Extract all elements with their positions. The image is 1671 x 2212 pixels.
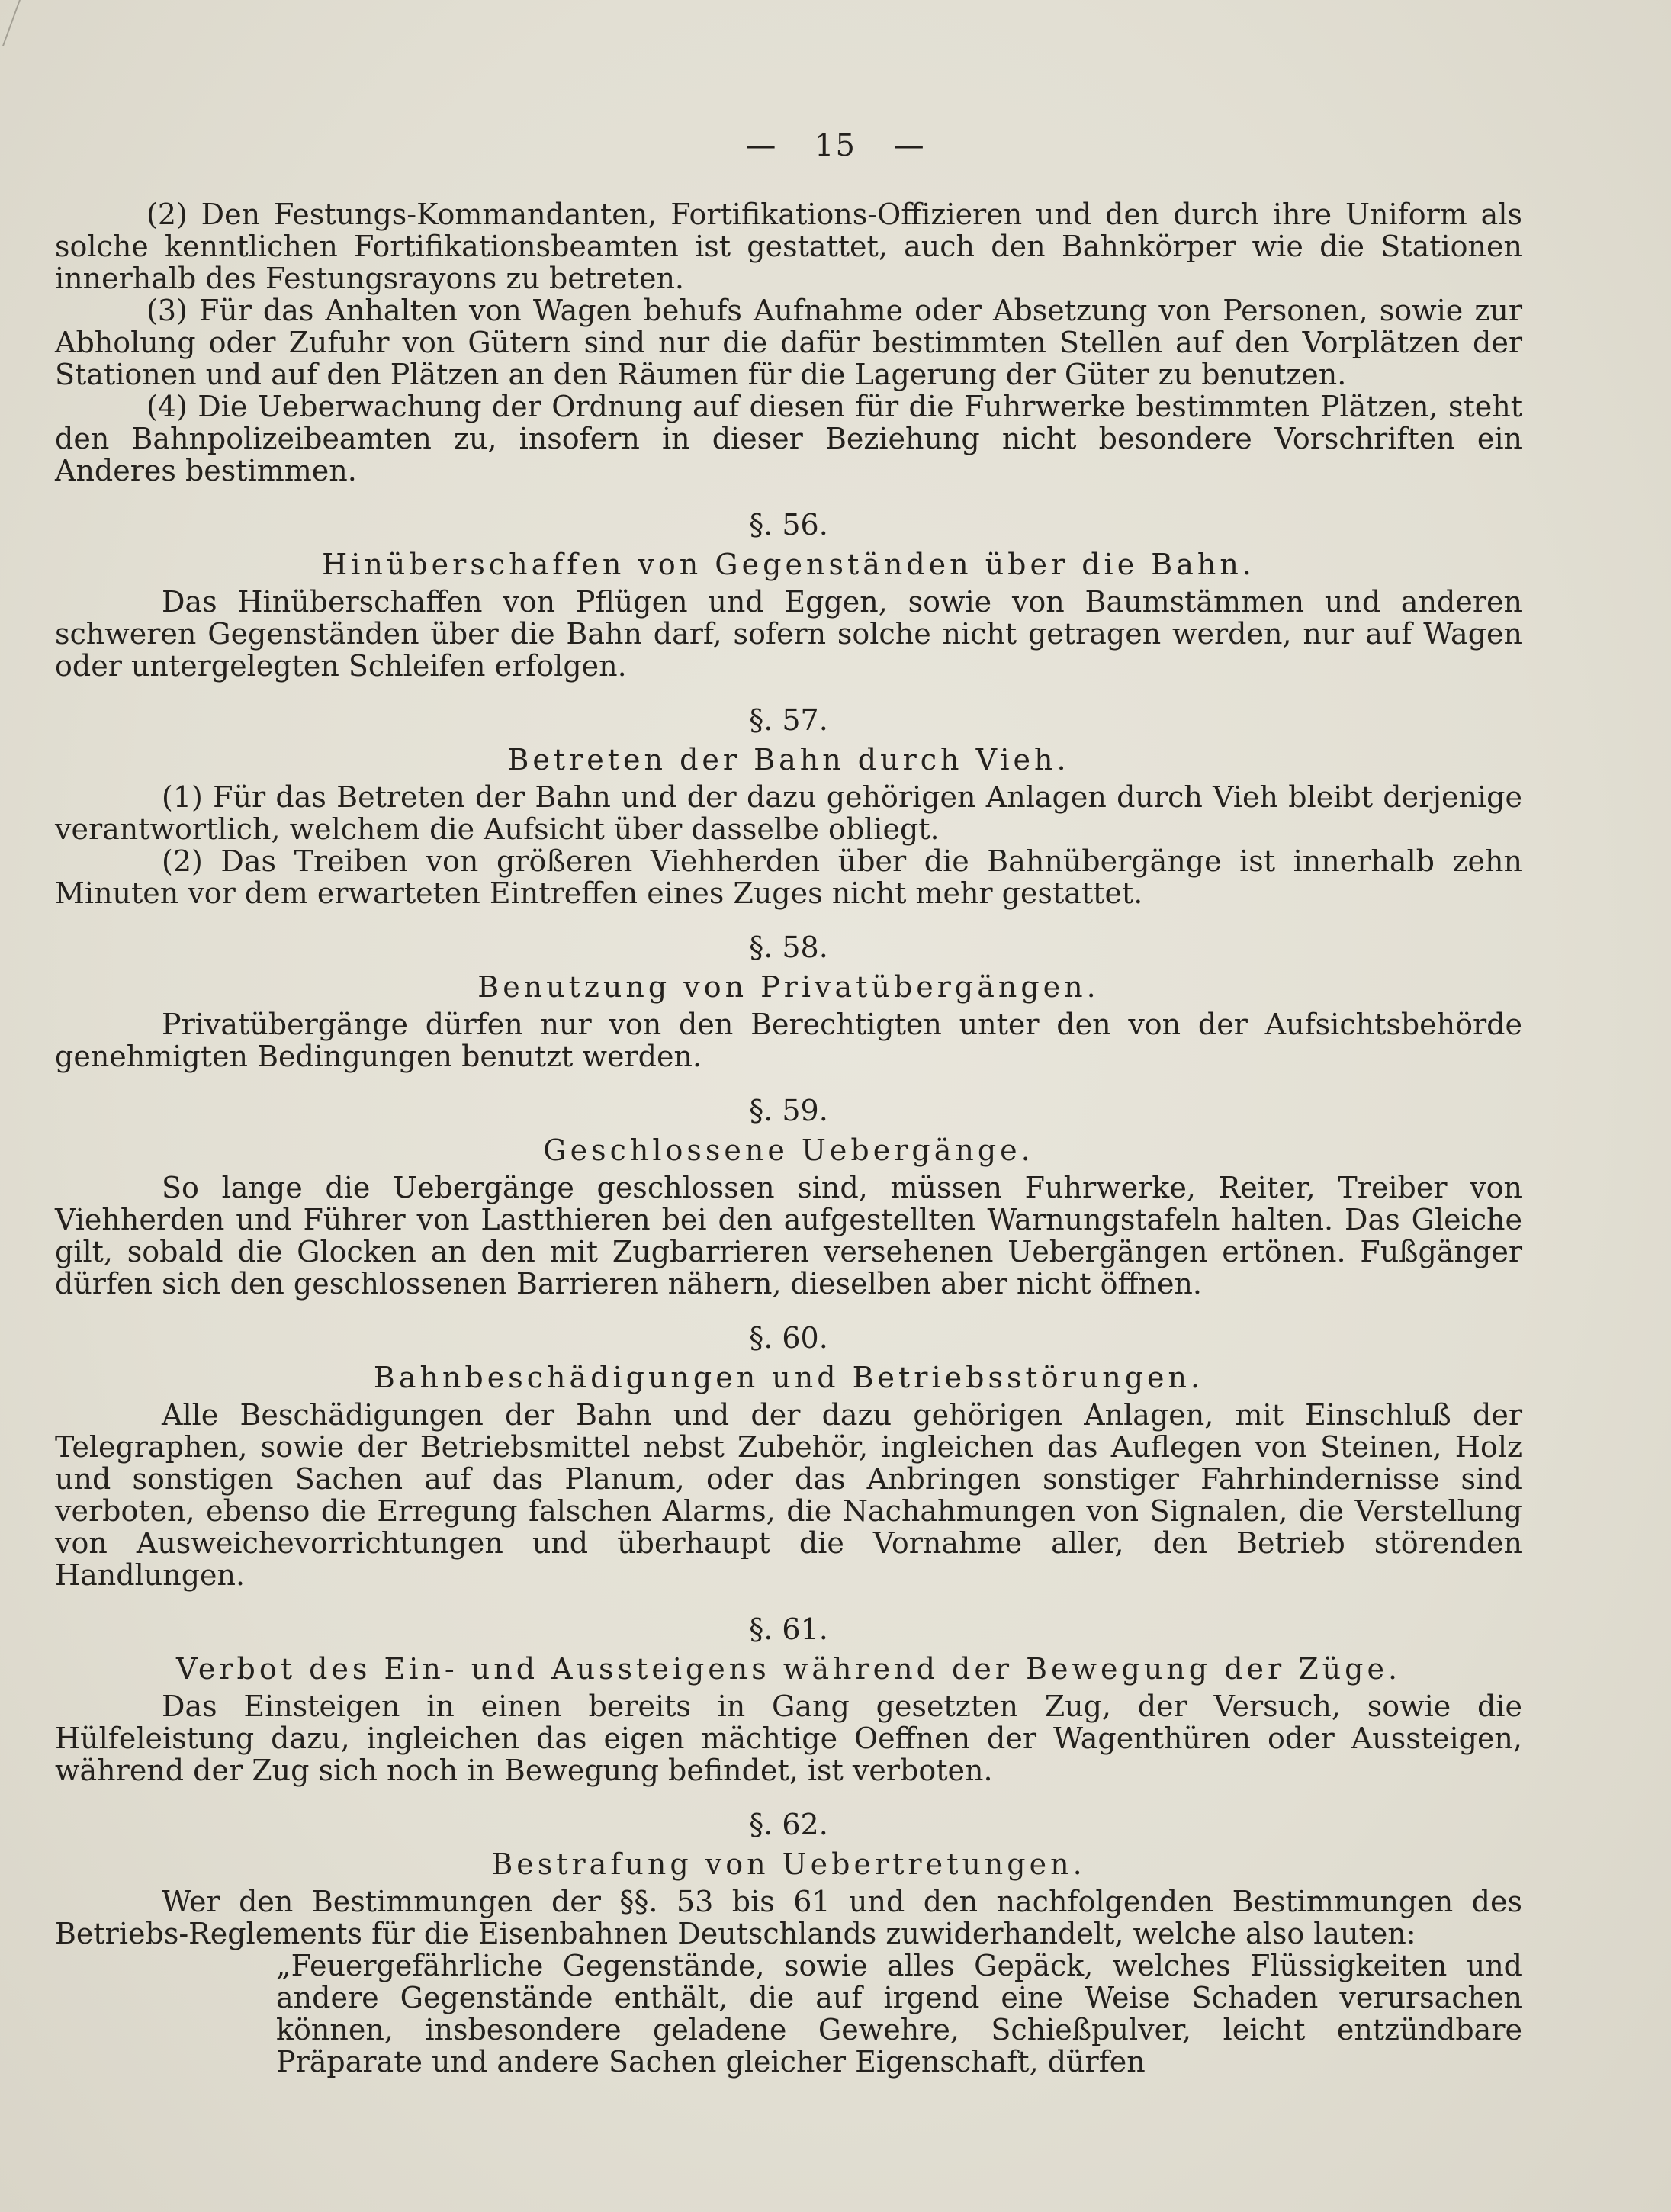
section-59-number: §. 59. xyxy=(749,1094,828,1127)
section-58-paragraph: Privatübergänge dürfen nur von den Berechtigten unter den von der Aufsichtsbehörde genehmigten Bedingungen benutzt werden. xyxy=(55,1008,1522,1073)
section-60-paragraph: Alle Beschädigungen der Bahn und der dazu gehörigen Anlagen, mit Einschluß der Telegraphen, sowie der Betriebsmittel nebst Zubehör, ingleichen das Auflegen von Steinen, Holz und sonstigen Sachen auf das Planum, oder das Anbringen sonstiger Fahrhindernisse sind verboten, ebenso die Erregung falschen Alarms, die Nachahmungen von Signalen, die Verstellung von Ausweichevorrichtungen und überhaupt die Vornahme aller, den Betrieb störenden Handlungen. xyxy=(55,1398,1522,1592)
section-57-paragraph-1: (1) Für das Betreten der Bahn und der dazu gehörigen Anlagen durch Vieh bleibt derjenige verantwortlich, welchem die Aufsicht über dasselbe obliegt. xyxy=(55,780,1522,846)
page-corner-mark xyxy=(0,0,21,46)
section-56-title: Hinüberschaffen von Gegenständen über die Bahn. xyxy=(322,548,1255,581)
section-62-title: Bestrafung von Uebertretungen. xyxy=(491,1847,1086,1881)
paragraph-55-3: (3) Für das Anhalten von Wagen behufs Aufnahme oder Absetzung von Personen, sowie zur Abholung oder Zufuhr von Gütern sind nur die dafür bestimmten Stellen auf den Vorplätzen der Stationen und auf den Plätzen an den Räumen für die Lagerung der Güter zu benutzen. xyxy=(55,294,1522,391)
section-62-paragraph: Wer den Bestimmungen der §§. 53 bis 61 und den nachfolgenden Bestimmungen des Betriebs-Reglements für die Eisenbahnen Deutschlands zuwiderhandelt, welche also lauten: xyxy=(55,1885,1522,1950)
section-59-title: Geschlossene Uebergänge. xyxy=(543,1133,1034,1167)
section-62-quote-block xyxy=(276,1950,1522,2078)
section-61-paragraph: Das Einsteigen in einen bereits in Gang gesetzten Zug, der Versuch, sowie die Hülfeleistung dazu, ingleichen das eigen mächtige Oeffnen der Wagenthüren oder Aussteigen, während der Zug sich noch in Bewegung befindet, ist verboten. xyxy=(55,1690,1522,1787)
section-60-title: Bahnbeschädigungen und Betriebsstörungen. xyxy=(373,1361,1204,1394)
page-number-dash-left: — xyxy=(745,128,778,163)
page-body xyxy=(55,122,1522,2078)
paragraph-55-4: (4) Die Ueberwachung der Ordnung auf diesen für die Fuhrwerke bestimmten Plätzen, steht den Bahnpolizeibeamten zu, insofern in dieser Beziehung nicht besondere Vorschriften ein Anderes bestimmen. xyxy=(55,390,1522,487)
section-59-paragraph: So lange die Uebergänge geschlossen sind, müssen Fuhrwerke, Reiter, Treiber von Viehherden und Führer von Lastthieren bei den aufgestellten Warnungstafeln halten. Das Gleiche gilt, sobald die Glocken an den mit Zugbarrieren versehenen Uebergängen ertönen. Fußgänger dürfen sich den geschlossenen Barrieren nähern, dieselben aber nicht öffnen. xyxy=(55,1171,1522,1301)
section-57-number: §. 57. xyxy=(749,703,828,737)
section-62-quote: „Feuergefährliche Gegenstände, sowie alles Gepäck, welches Flüssigkeiten und andere Gegenstände enthält, die auf irgend eine Weise Schaden verursachen können, insbesondere geladene Gewehre, Schießpulver, leicht entzündbare Präparate und andere Sachen gleicher Eigenschaft, dürfen xyxy=(276,1949,1522,2079)
section-57-paragraph-2: (2) Das Treiben von größeren Viehherden über die Bahnübergänge ist innerhalb zehn Minuten vor dem erwarteten Eintreffen eines Zuges nicht mehr gestattet. xyxy=(55,844,1522,910)
section-57-title: Betreten der Bahn durch Vieh. xyxy=(507,743,1070,776)
paragraph-55-2: (2) Den Festungs-Kommandanten, Fortifikations-Offizieren und den durch ihre Uniform als solche kenntlichen Fortifikationsbeamten ist gestattet, auch den Bahnkörper wie die Stationen innerhalb des Festungsrayons zu betreten. xyxy=(55,198,1522,295)
page-number-dash-right: — xyxy=(893,128,926,163)
section-56-number: §. 56. xyxy=(749,508,828,542)
section-61-title: Verbot des Ein- und Aussteigens während der Bewegung der Züge. xyxy=(175,1652,1402,1686)
page-number: 15 xyxy=(815,128,856,163)
section-56-paragraph: Das Hinüberschaffen von Pflügen und Eggen, sowie von Baumstämmen und anderen schweren Gegenständen über die Bahn darf, sofern solche nicht getragen werden, nur auf Wagen oder untergelegten Schleifen erfolgen. xyxy=(55,585,1522,683)
section-61-number: §. 61. xyxy=(749,1612,828,1646)
section-62-number: §. 62. xyxy=(749,1808,828,1841)
section-58-number: §. 58. xyxy=(749,931,828,964)
section-60-number: §. 60. xyxy=(749,1321,828,1355)
section-58-title: Benutzung von Privatübergängen. xyxy=(477,970,1100,1004)
